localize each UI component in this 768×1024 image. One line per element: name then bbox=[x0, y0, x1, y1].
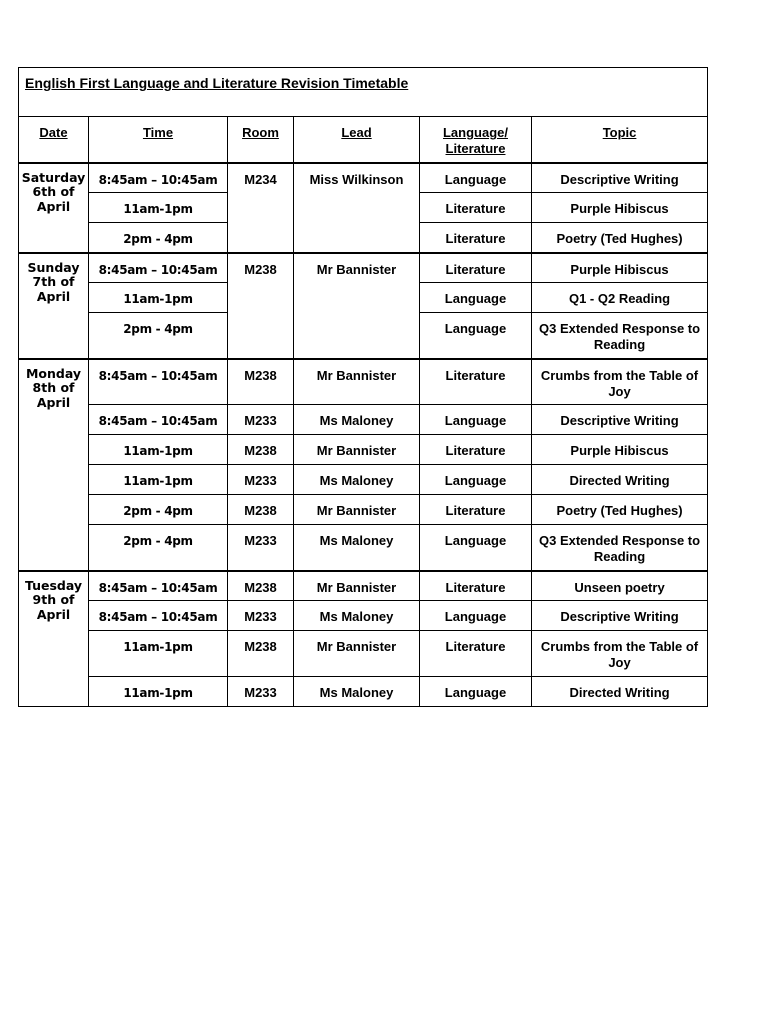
subject-cell: Language bbox=[420, 283, 532, 313]
subject-cell: Literature bbox=[420, 193, 532, 223]
header-lead: Lead bbox=[294, 117, 420, 163]
header-date: Date bbox=[19, 117, 89, 163]
topic-cell: Unseen poetry bbox=[532, 571, 708, 601]
topic-cell: Directed Writing bbox=[532, 465, 708, 495]
room-cell: M238 bbox=[228, 253, 294, 359]
header-language-literature bbox=[420, 117, 532, 163]
topic-cell: Q1 - Q2 Reading bbox=[532, 283, 708, 313]
lead-cell: Ms Maloney bbox=[294, 677, 420, 707]
lead-cell: Mr Bannister bbox=[294, 571, 420, 601]
lead-cell: Ms Maloney bbox=[294, 465, 420, 495]
subject-cell: Language bbox=[420, 313, 532, 359]
time-cell: 8:45am – 10:45am bbox=[89, 571, 228, 601]
topic-cell: Purple Hibiscus bbox=[532, 193, 708, 223]
header-time: Time bbox=[89, 117, 228, 163]
room-cell: M233 bbox=[228, 525, 294, 571]
session-row bbox=[19, 495, 708, 525]
room-cell: M233 bbox=[228, 677, 294, 707]
date-line: Tuesday bbox=[24, 577, 83, 593]
session-row bbox=[19, 631, 708, 677]
header-topic: Topic bbox=[532, 117, 708, 163]
header-room: Room bbox=[228, 117, 294, 163]
session-row bbox=[19, 435, 708, 465]
session-row bbox=[19, 253, 708, 283]
topic-cell: Q3 Extended Response to Reading bbox=[532, 525, 708, 571]
session-row bbox=[19, 525, 708, 571]
subject-cell: Language bbox=[420, 525, 532, 571]
topic-cell: Poetry (Ted Hughes) bbox=[532, 223, 708, 253]
lead-cell: Mr Bannister bbox=[294, 495, 420, 525]
time-cell: 11am-1pm bbox=[89, 677, 228, 707]
lead-cell: Ms Maloney bbox=[294, 525, 420, 571]
lead-cell: Ms Maloney bbox=[294, 601, 420, 631]
topic-cell: Crumbs from the Table of Joy bbox=[532, 631, 708, 677]
lead-cell: Miss Wilkinson bbox=[294, 163, 420, 253]
date-line: April bbox=[36, 606, 71, 622]
revision-timetable bbox=[18, 67, 708, 707]
room-cell: M233 bbox=[228, 465, 294, 495]
time-cell: 2pm - 4pm bbox=[89, 495, 228, 525]
time-cell: 11am-1pm bbox=[89, 435, 228, 465]
subject-cell: Literature bbox=[420, 435, 532, 465]
subject-cell: Language bbox=[420, 465, 532, 495]
subject-cell: Language bbox=[420, 163, 532, 193]
lead-cell: Mr Bannister bbox=[294, 359, 420, 405]
lead-cell: Mr Bannister bbox=[294, 435, 420, 465]
topic-cell: Descriptive Writing bbox=[532, 601, 708, 631]
lead-cell: Mr Bannister bbox=[294, 253, 420, 359]
topic-cell: Q3 Extended Response to Reading bbox=[532, 313, 708, 359]
date-line: 6th of bbox=[32, 184, 75, 199]
time-cell: 8:45am – 10:45am bbox=[89, 359, 228, 405]
subject-cell: Literature bbox=[420, 571, 532, 601]
topic-cell: Descriptive Writing bbox=[532, 163, 708, 193]
topic-cell: Poetry (Ted Hughes) bbox=[532, 495, 708, 525]
date-line: Sunday bbox=[27, 259, 80, 275]
lead-cell: Mr Bannister bbox=[294, 631, 420, 677]
time-cell: 2pm - 4pm bbox=[89, 525, 228, 571]
topic-cell: Purple Hibiscus bbox=[532, 253, 708, 283]
header-lang-line1: Language/ bbox=[442, 125, 508, 140]
session-row bbox=[19, 405, 708, 435]
time-cell: 11am-1pm bbox=[89, 631, 228, 677]
topic-cell: Crumbs from the Table of Joy bbox=[532, 359, 708, 405]
subject-cell: Language bbox=[420, 601, 532, 631]
subject-cell: Literature bbox=[420, 223, 532, 253]
date-line: 7th of bbox=[32, 274, 75, 289]
date-cell bbox=[19, 253, 89, 359]
topic-cell: Purple Hibiscus bbox=[532, 435, 708, 465]
date-line: 8th of bbox=[32, 380, 75, 395]
date-line: 9th of bbox=[32, 592, 75, 607]
session-row bbox=[19, 601, 708, 631]
room-cell: M234 bbox=[228, 163, 294, 253]
topic-cell: Descriptive Writing bbox=[532, 405, 708, 435]
time-cell: 2pm - 4pm bbox=[89, 313, 228, 359]
date-cell bbox=[19, 163, 89, 253]
date-cell bbox=[19, 359, 89, 571]
room-cell: M233 bbox=[228, 405, 294, 435]
date-line: Monday bbox=[25, 365, 82, 381]
date-line: April bbox=[36, 394, 71, 410]
time-cell: 2pm - 4pm bbox=[89, 223, 228, 253]
session-row bbox=[19, 163, 708, 193]
room-cell: M238 bbox=[228, 359, 294, 405]
session-row bbox=[19, 677, 708, 707]
subject-cell: Language bbox=[420, 405, 532, 435]
room-cell: M238 bbox=[228, 495, 294, 525]
header-row bbox=[19, 117, 708, 163]
timetable-title: English First Language and Literature Revision Timetable bbox=[19, 68, 708, 117]
room-cell: M238 bbox=[228, 435, 294, 465]
session-row bbox=[19, 571, 708, 601]
time-cell: 8:45am – 10:45am bbox=[89, 405, 228, 435]
room-cell: M238 bbox=[228, 631, 294, 677]
subject-cell: Literature bbox=[420, 359, 532, 405]
topic-cell: Directed Writing bbox=[532, 677, 708, 707]
subject-cell: Language bbox=[420, 677, 532, 707]
subject-cell: Literature bbox=[420, 495, 532, 525]
date-line: April bbox=[36, 198, 71, 214]
session-row bbox=[19, 359, 708, 405]
date-line: April bbox=[36, 288, 71, 304]
time-cell: 11am-1pm bbox=[89, 193, 228, 223]
room-cell: M233 bbox=[228, 601, 294, 631]
date-line: Saturday bbox=[21, 169, 86, 185]
subject-cell: Literature bbox=[420, 631, 532, 677]
time-cell: 8:45am – 10:45am bbox=[89, 163, 228, 193]
date-cell bbox=[19, 571, 89, 707]
time-cell: 8:45am – 10:45am bbox=[89, 253, 228, 283]
session-row bbox=[19, 465, 708, 495]
time-cell: 11am-1pm bbox=[89, 465, 228, 495]
room-cell: M238 bbox=[228, 571, 294, 601]
time-cell: 8:45am – 10:45am bbox=[89, 601, 228, 631]
lead-cell: Ms Maloney bbox=[294, 405, 420, 435]
header-lang-line2: Literature bbox=[445, 141, 506, 156]
subject-cell: Literature bbox=[420, 253, 532, 283]
time-cell: 11am-1pm bbox=[89, 283, 228, 313]
